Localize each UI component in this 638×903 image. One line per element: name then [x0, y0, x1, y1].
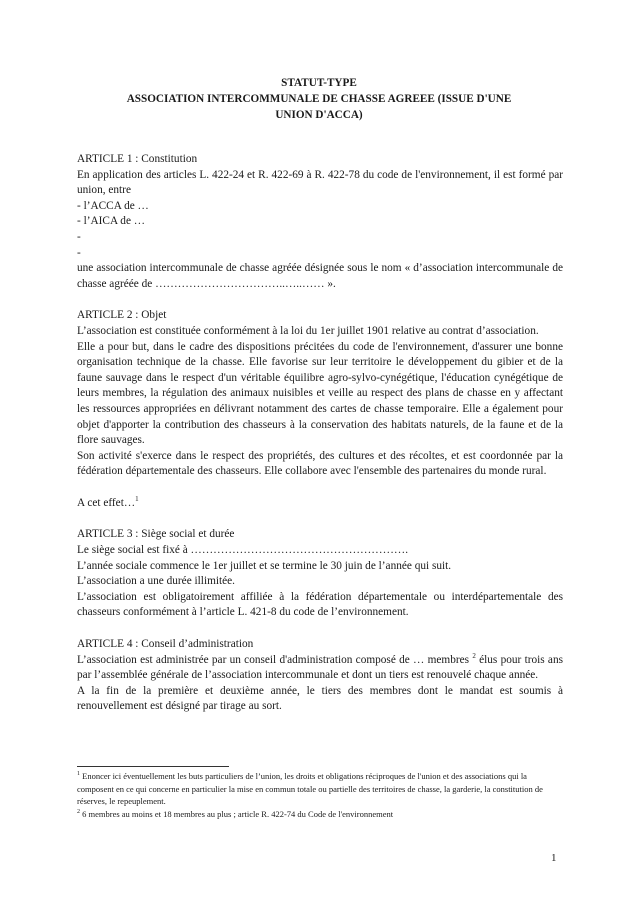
article-2-para-3: Son activité s'exerce dans le respect des propriétés, des cultures et des récoltes, et est coordonnée par la fédération départementale des chasseurs. Elle collabore avec l'ensemble des partenaires du monde rural. [77, 449, 563, 478]
article-4-title: ARTICLE 4 : Conseil d’administration [77, 638, 254, 651]
document-body [77, 152, 563, 715]
article-1-item-3: - [77, 230, 81, 243]
a-cet-effet: A cet effet…$^1$ [77, 495, 139, 509]
article-3-para-4: L’association est obligatoirement affiliée à la fédération départementale ou interdépartementale des chasseurs conformément à l’article L. 421-8 du code de l’environnement. [77, 590, 563, 619]
footnote-1: $^1$ Enoncer ici éventuellement les buts particuliers de l’union, les droits et obligations réciproques de l'union et des associations qui la composent en ce qui concerne en particulier la mise en commun totale ou partielle des territoires de chasse, la garderie, la constitution de réserves, le repeuplement. [77, 771, 543, 807]
article-1-item-2: - l’AICA de … [77, 215, 146, 228]
article-3-para-2: L’année sociale commence le 1er juillet et se termine le 30 juin de l’année qui suit. [77, 559, 452, 572]
footnote-separator [77, 766, 229, 767]
header-subtitle-line2: UNION D'ACCA) [275, 109, 363, 121]
page-number: 1 [551, 852, 557, 864]
article-2-title: ARTICLE 2 : Objet [77, 309, 167, 322]
article-1-closing: une association intercommunale de chasse agréée désignée sous le nom « d’association intercommunale de chasse agréée de ……………………………..…..…… ». [77, 262, 563, 290]
footnote-ref-2[interactable]: 2 [472, 651, 476, 660]
article-2-para-2: Elle a pour but, dans le cadre des dispositions précitées du code de l'environnement, d'assurer une bonne organisation technique de la chasse. Elle favorise sur leur territoire le développement du gibier et de la faune sauvage dans le respect d'un véritable équilibre agro-sylvo-cynégétique, l'éducation cynégétique de leurs membres, la régulation des animaux nuisibles et veille au respect des plans de chasse en y affectant les ressources appropriées en délivrant notamment des cartes de chasse temporaire. Elle a également pour objet d'apporter la contribution des chasseurs à la conservation des habitats naturels, de la faune et de la flore sauvages. [77, 340, 563, 447]
header-subtitle-line1: ASSOCIATION INTERCOMMUNALE DE CHASSE AGREEE (ISSUE D'UNE [126, 93, 512, 105]
article-1-item-1: - l’ACCA de … [77, 199, 149, 212]
footnote-ref-1[interactable]: 1 [135, 495, 139, 504]
article-3-para-1: Le siège social est fixé à …………………………………………………. [77, 544, 409, 557]
article-4-para-1: L’association est administrée par un conseil d'administration composé de … membres $^2$ élus pour trois ans par l’assemblée générale de l’association intercommunale et dont un tiers est renouvelé chaque année. [77, 651, 563, 682]
article-3-title: ARTICLE 3 : Siège social et durée [77, 528, 235, 541]
article-1-item-4: - [77, 246, 81, 259]
document-header [60, 75, 578, 123]
article-2-para-1: L’association est constituée conformément à la loi du 1er juillet 1901 relative au contrat d’association. [77, 324, 539, 337]
article-1-para: En application des articles L. 422-24 et R. 422-69 à R. 422-78 du code de l'environnement, il est formé par union, entre [77, 168, 563, 197]
footnote-2: $^2$ 6 membres au moins et 18 membres au plus ; article R. 422-74 du Code de l'environnement [77, 808, 394, 819]
article-4-para-2: A la fin de la première et deuxième année, le tiers des membres dont le mandat est soumis à renouvellement est désigné par tirage au sort. [77, 684, 563, 713]
article-3-para-3: L’association a une durée illimitée. [77, 575, 236, 588]
header-title: STATUT-TYPE [281, 77, 357, 89]
footnotes [77, 770, 563, 820]
article-1-title: ARTICLE 1 : Constitution [77, 153, 198, 165]
